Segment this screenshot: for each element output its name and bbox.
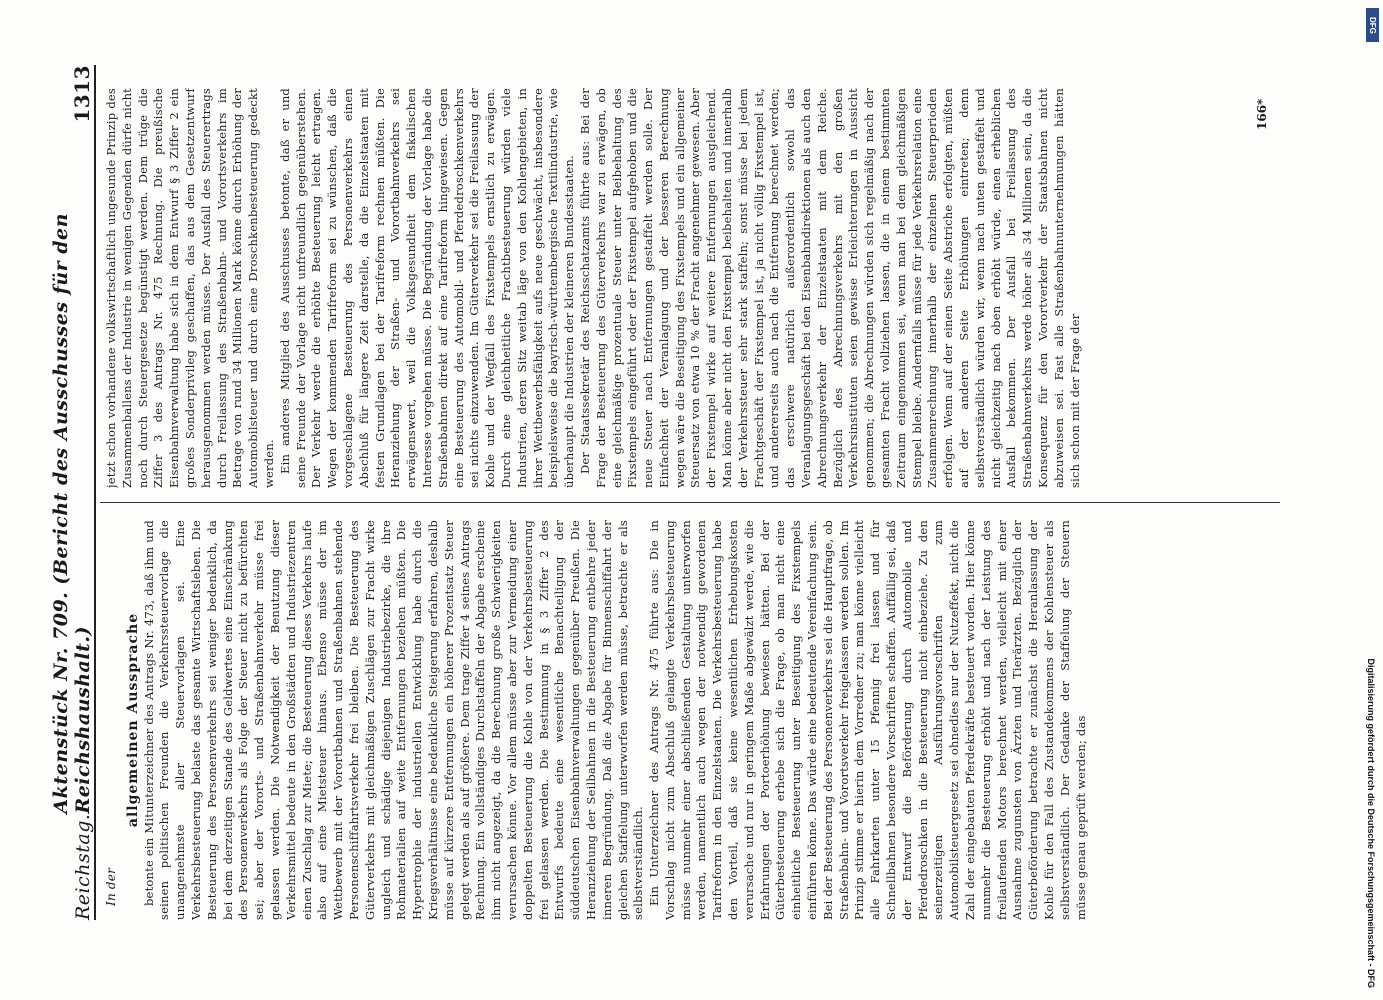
- header-title: Aktenstück Nr. 709. (Bericht des Ausschusses für den Reichshaushalt.): [50, 213, 94, 814]
- credit-text: Digitalisierung gefördert durch die Deutsche Forschungsgemeinschaft - DFG: [1366, 658, 1376, 988]
- dfg-logo-icon: DFG: [1366, 8, 1379, 42]
- section-heading: allgemeinen Aussprache: [124, 612, 141, 828]
- paragraph: Ein Unterzeichner des Antrags Nr. 475 führte aus: Die in Vorschlag nicht zum Abschluß gelangte Verkehrsbesteuerung müsse nunmehr einer abschließenden Gestaltung unterworfen werden, namentlich auch wegen der notwendig gewordenen Tarifreform in den Einzelstaaten. Die Verkehrsbesteuerung habe den Vorteil, daß sie keine wesentlichen Erhebungskosten verursache und nur in geringem Maße abgewälzt werde, wie die Erfahrungen der Portoerhöhung bewiesen hätten. Bei der Güterbesteuerung erhebe sich die Frage, ob man nicht eine einheitliche Besteuerung unter Beseitigung des Fixstempels einführen könne. Das würde eine bedeutende Vereinfachung sein. Bei der Besteuerung des Personenverkehrs sei die Hauptfrage, ob Straßenbahn- und Vorortsverkehr freigelassen werden sollen. Im Prinzip stimme er hierin dem Vorredner zu; man könne vielleicht alle Fahrkarten unter 15 Pfennig frei lassen und für Schnellbahnen besondere Vorschriften schaffen. Auffällig sei, daß der Entwurf die Beförderung durch Automobile und Pferdedroschken in die Besteuerung nicht einbeziehe. Zu den seinerzeitigen Ausführungsvorschriften zum Automobilsteuergesetz sei ohnedies nur der Nutzeffekt, nicht die Zahl der eingebauten Pferdekräfte besteuert worden. Hier könne nunmehr die Besteuerung erhöht und nach der Leistung des freilaufenden Motors berechnet werden, vielleicht mit einer Ausnahme zugunsten von Ärzten und Tierärzten. Bezüglich der Güterbeförderung betrachte er zunächst die Heranlassung der Kohle für den Fall des Zustandekommens der Kohlensteuer als selbstverständlich. Der Gedanke der Staffelung der Steuern müsse genau geprüft werden; das: [647, 520, 1088, 920]
- column-divider: [100, 502, 1280, 503]
- header-left: Reichstag.: [72, 813, 94, 920]
- intro-text: In der: [104, 867, 118, 906]
- digitization-credit: [1362, 12, 1376, 988]
- paragraph: Ein anderes Mitglied des Ausschusses betonte, daß er und seine Freunde der Vorlage nicht unfreundlich gegenüberstehen. Der Verkehr werde die erhöhte Besteuerung leicht ertragen. Wegen der kommenden Tarifreform sei zu wünschen, daß die vorgeschlagene Besteuerung des Personenverkehrs einen Abschluß für längere Zeit darstelle, da die Einzelstaaten mit festen Grundlagen bei der Tarifreform rechnen müßten. Die Heranziehung der Straßen- und Vorortbahnverkehrs sei erwägenswert, weil die Volksgesundheit dem fiskalischen Interesse vorgehen müsse. Die Begründung der Vorlage habe die Straßenbahnen direkt auf eine Tarifreform hingewiesen. Gegen eine Besteuerung des Automobil- und Pferdedroschkenverkehrs sei nichts einzuwenden. Im Güterverkehr sei die Freilassung der Kohle und der Wegfall des Fixstempels ernstlich zu erwägen. Durch eine gleichheitliche Frachtbesteuerung würden viele Industrien, deren Sitz weitab läge von den Kohlengebieten, in ihrer Wettbewerbsfähigkeit aufs neue geschwächt, insbesondere beispielsweise die bayrisch-württembergische Textilindustrie, wie überhaupt die Industrien der kleineren Bundesstaaten.: [277, 88, 577, 488]
- document-page: [50, 65, 1290, 920]
- signature-mark: 166*: [1255, 98, 1269, 130]
- left-column: [104, 520, 1284, 920]
- running-header: [50, 65, 96, 920]
- paragraph: jetzt schon vorhandene volkswirtschaftlich ungesunde Prinzip des Zusammenballens der Industrie in wenigen Gegenden dürfe nicht noch durch Steuergesetze begünstigt werden. Dem trüge die Ziffer 3 des Antrags Nr. 475 Rechnung. Die preußische Eisenbahnverwaltung habe sich in dem Entwurf § 3 Ziffer 2 ein großes Sonderprivileg geschaffen, das aus dem Gesetzentwurf herausgenommen werden müsse. Der Ausfall des Steuerertrags durch Freilassung des Straßenbahn- und Vorortsverkehrs im Betrage von rund 34 Millionen Mark könne durch Erhöhung der Automobilsteuer und durch eine Droschkenbesteuerung gedeckt werden.: [104, 88, 276, 488]
- paragraph: Der Staatssekretär des Reichsschatzamts führte aus: Bei der Frage der Besteuerung des Güterverkehrs war zu erwägen, ob eine gleichmäßige prozentuale Steuer unter Beibehaltung des Fixstempels eingeführt oder der Fixstempel aufgehoben und die neue Steuer nach Entfernungen gestaffelt werden solle. Der Einfachheit der Veranlagung und der besseren Berechnung wegen wäre die Beseitigung des Fixstempels und ein allgemeiner Steuersatz von etwa 10 % der Fracht angenehmer gewesen. Aber der Fixstempel wirke auf weitere Entfernungen ausgleichend. Man könne aber nicht den Fixstempel beibehalten und innerhalb der Verkehrssteuer sehr stark staffeln; sonst müsse bei jedem Frachtgeschäft der Fixstempel ist, ja nicht völlig Fixstempel ist, und andererseits auch nach die Entfernung berechnet werden; das erschwere natürlich außerordentlich sowohl das Veranlagungsgeschäft bei den Eisenbahndirektionen als auch den Abrechnungsverkehr der Einzelstaaten mit dem Reiche. Bezüglich des Abrechnungsverkehrs mit den großen Verkehrsinstituten seien gewisse Erleichterungen in Aussicht genommen; die Abrechnungen würden sich regelmäßig nach der gesamten Fracht vollziehen lassen, die in einem bestimmten Zeitraum eingenommen sei, wenn man bei dem gleichmäßigen Stempel bleibe. Andernfalls müsse für jede Verkehrsrelation eine Zusammenrechnung innerhalb der einzelnen Steuerperioden erfolgen. Wenn auf der einen Seite Abstriche erfolgten, müßten auf der anderen Seite Erhöhungen eintreten; denn selbstverständlich würden wir, wenn nach unten gestaffelt und nicht gleichzeitig nach oben erhöht würde, einen erheblichen Ausfall bekommen. Der Ausfall bei Freilassung des Straßenbahnverkehrs werde höher als 34 Millionen sein, da die Konsequenz für den Vorortverkehr der Staatsbahnen nicht abzuweisen sei. Fast alle Straßenbahnunternehmungen hätten sich schon mit der Frage der: [577, 88, 1082, 488]
- paragraph: betonte ein Mitunterzeichner des Antrags Nr. 473, daß ihm und seinen politischen Freunden die Verkehrssteuervorlage die unangenehmste aller Steuervorlagen sei. Eine Verkehrsbesteuerung belaste das gesamte Wirtschaftsleben. Die Besteuerung des Personenverkehrs sei weniger bedenklich, da bei dem derzeitigen Stande des Geldwertes eine Einschränkung des Personenverkehrs als Folge der Steuer nicht zu befürchten sei; aber der Vororts- und Straßenbahnverkehr müsse frei gelassen werden. Die Notwendigkeit der Benutzung dieser Verkehrsmittel bedeute in den Großstädten und Industriezentren einen Zuschlag zur Miete; die Besteuerung dieses Verkehrs laufe also auf eine Mietsteuer hinaus. Ebenso müsse der im Wettbewerb mit der Vorortbahnen und Straßenbahnen stehende Personenschiffahrtsverkehr frei bleiben. Die Besteuerung des Güterverkehrs mit gleichmäßigen Zuschlägen zur Fracht wirke ungleich und schädige diejenigen Industriebezirke, die ihre Rohmaterialien auf weite Entfernungen beziehen müßten. Die Hypertrophie der industriellen Entwicklung habe durch die Kriegsverhältnisse eine bedenkliche Steigerung erfahren, deshalb müsse auf kürzere Entfernungen ein höherer Prozentsatz Steuer gelegt werden als auf größere. Dem trage Ziffer 4 seines Antrags Rechnung. Ein vollständiges Durchstaffeln der Abgabe erscheine ihm nicht angezeigt, da die Berechnung große Schwierigkeiten verursachen könne. Vor allem müsse aber zur Vermeidung einer doppelten Besteuerung die Kohle von der Verkehrsbesteuerung frei gelassen werden. Die Bestimmung in § 3 Ziffer 2 des Entwurfs bedeute eine wesentliche Benachteiligung der süddeutschen Eisenbahnverwaltungen gegenüber Preußen. Die Heranziehung der Seilbahnen in die Besteuerung entbehre jeder inneren Begründung. Daß die Abgabe für Binnenschiffahrt der gleichen Staffelung unterworfen werden müsse, betrachte er als selbstverständlich.: [141, 520, 646, 920]
- page-number: 1313: [70, 65, 94, 123]
- right-column: [104, 88, 1254, 488]
